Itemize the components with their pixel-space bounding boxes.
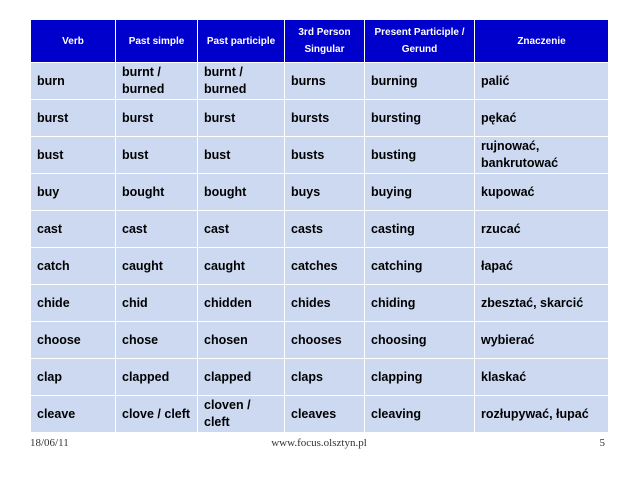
cell-third-person: casts: [285, 211, 365, 248]
cell-present-participle: buying: [365, 174, 475, 211]
header-verb: Verb: [31, 20, 116, 63]
cell-past-participle: cast: [198, 211, 285, 248]
cell-meaning: łapać: [475, 248, 609, 285]
cell-verb: catch: [31, 248, 116, 285]
table-row: [31, 396, 609, 433]
cell-meaning: kupować: [475, 174, 609, 211]
cell-past-participle: bought: [198, 174, 285, 211]
header-present-participle: Present Participle / Gerund: [365, 20, 475, 63]
cell-past-simple: bust: [116, 137, 198, 174]
cell-meaning: zbesztać, skarcić: [475, 285, 609, 322]
cell-present-participle: casting: [365, 211, 475, 248]
header-past-participle: Past participle: [198, 20, 285, 63]
cell-third-person: cleaves: [285, 396, 365, 433]
cell-past-simple: burst: [116, 100, 198, 137]
cell-verb: burn: [31, 63, 116, 100]
cell-present-participle: bursting: [365, 100, 475, 137]
table-row: [31, 211, 609, 248]
cell-meaning: pękać: [475, 100, 609, 137]
cell-present-participle: busting: [365, 137, 475, 174]
table-body: [31, 63, 609, 433]
cell-third-person: chides: [285, 285, 365, 322]
cell-past-simple: bought: [116, 174, 198, 211]
cell-past-simple: caught: [116, 248, 198, 285]
table-row: [31, 174, 609, 211]
cell-present-participle: catching: [365, 248, 475, 285]
cell-past-simple: chose: [116, 322, 198, 359]
cell-third-person: buys: [285, 174, 365, 211]
table-row: [31, 359, 609, 396]
cell-present-participle: choosing: [365, 322, 475, 359]
footer-date: 18/06/11: [30, 437, 69, 449]
cell-past-participle: burnt / burned: [198, 63, 285, 100]
footer-url: www.focus.olsztyn.pl: [271, 437, 367, 449]
cell-past-participle: bust: [198, 137, 285, 174]
cell-past-participle: cloven / cleft: [198, 396, 285, 433]
cell-past-simple: clove / cleft: [116, 396, 198, 433]
irregular-verbs-table: [30, 19, 609, 433]
cell-present-participle: cleaving: [365, 396, 475, 433]
cell-verb: buy: [31, 174, 116, 211]
cell-past-simple: clapped: [116, 359, 198, 396]
cell-verb: cleave: [31, 396, 116, 433]
header-past-simple: Past simple: [116, 20, 198, 63]
cell-verb: choose: [31, 322, 116, 359]
cell-third-person: busts: [285, 137, 365, 174]
footer-page-number: 5: [599, 437, 605, 449]
table-row: [31, 137, 609, 174]
cell-present-participle: burning: [365, 63, 475, 100]
cell-verb: chide: [31, 285, 116, 322]
cell-third-person: chooses: [285, 322, 365, 359]
cell-meaning: rzucać: [475, 211, 609, 248]
table-row: [31, 322, 609, 359]
table-header-row: [31, 20, 609, 63]
table-row: [31, 248, 609, 285]
cell-third-person: claps: [285, 359, 365, 396]
cell-meaning: rozłupywać, łupać: [475, 396, 609, 433]
header-meaning: Znaczenie: [475, 20, 609, 63]
cell-third-person: bursts: [285, 100, 365, 137]
header-third-person: 3rd Person Singular: [285, 20, 365, 63]
cell-meaning: palić: [475, 63, 609, 100]
cell-past-simple: cast: [116, 211, 198, 248]
cell-verb: clap: [31, 359, 116, 396]
cell-present-participle: clapping: [365, 359, 475, 396]
cell-third-person: catches: [285, 248, 365, 285]
cell-past-participle: chidden: [198, 285, 285, 322]
cell-verb: cast: [31, 211, 116, 248]
cell-verb: bust: [31, 137, 116, 174]
cell-past-simple: burnt / burned: [116, 63, 198, 100]
cell-meaning: klaskać: [475, 359, 609, 396]
table-row: [31, 285, 609, 322]
cell-past-participle: chosen: [198, 322, 285, 359]
cell-meaning: rujnować, bankrutować: [475, 137, 609, 174]
cell-past-participle: clapped: [198, 359, 285, 396]
cell-past-participle: burst: [198, 100, 285, 137]
cell-past-simple: chid: [116, 285, 198, 322]
cell-present-participle: chiding: [365, 285, 475, 322]
cell-meaning: wybierać: [475, 322, 609, 359]
cell-verb: burst: [31, 100, 116, 137]
cell-third-person: burns: [285, 63, 365, 100]
cell-past-participle: caught: [198, 248, 285, 285]
table-row: [31, 63, 609, 100]
table-row: [31, 100, 609, 137]
